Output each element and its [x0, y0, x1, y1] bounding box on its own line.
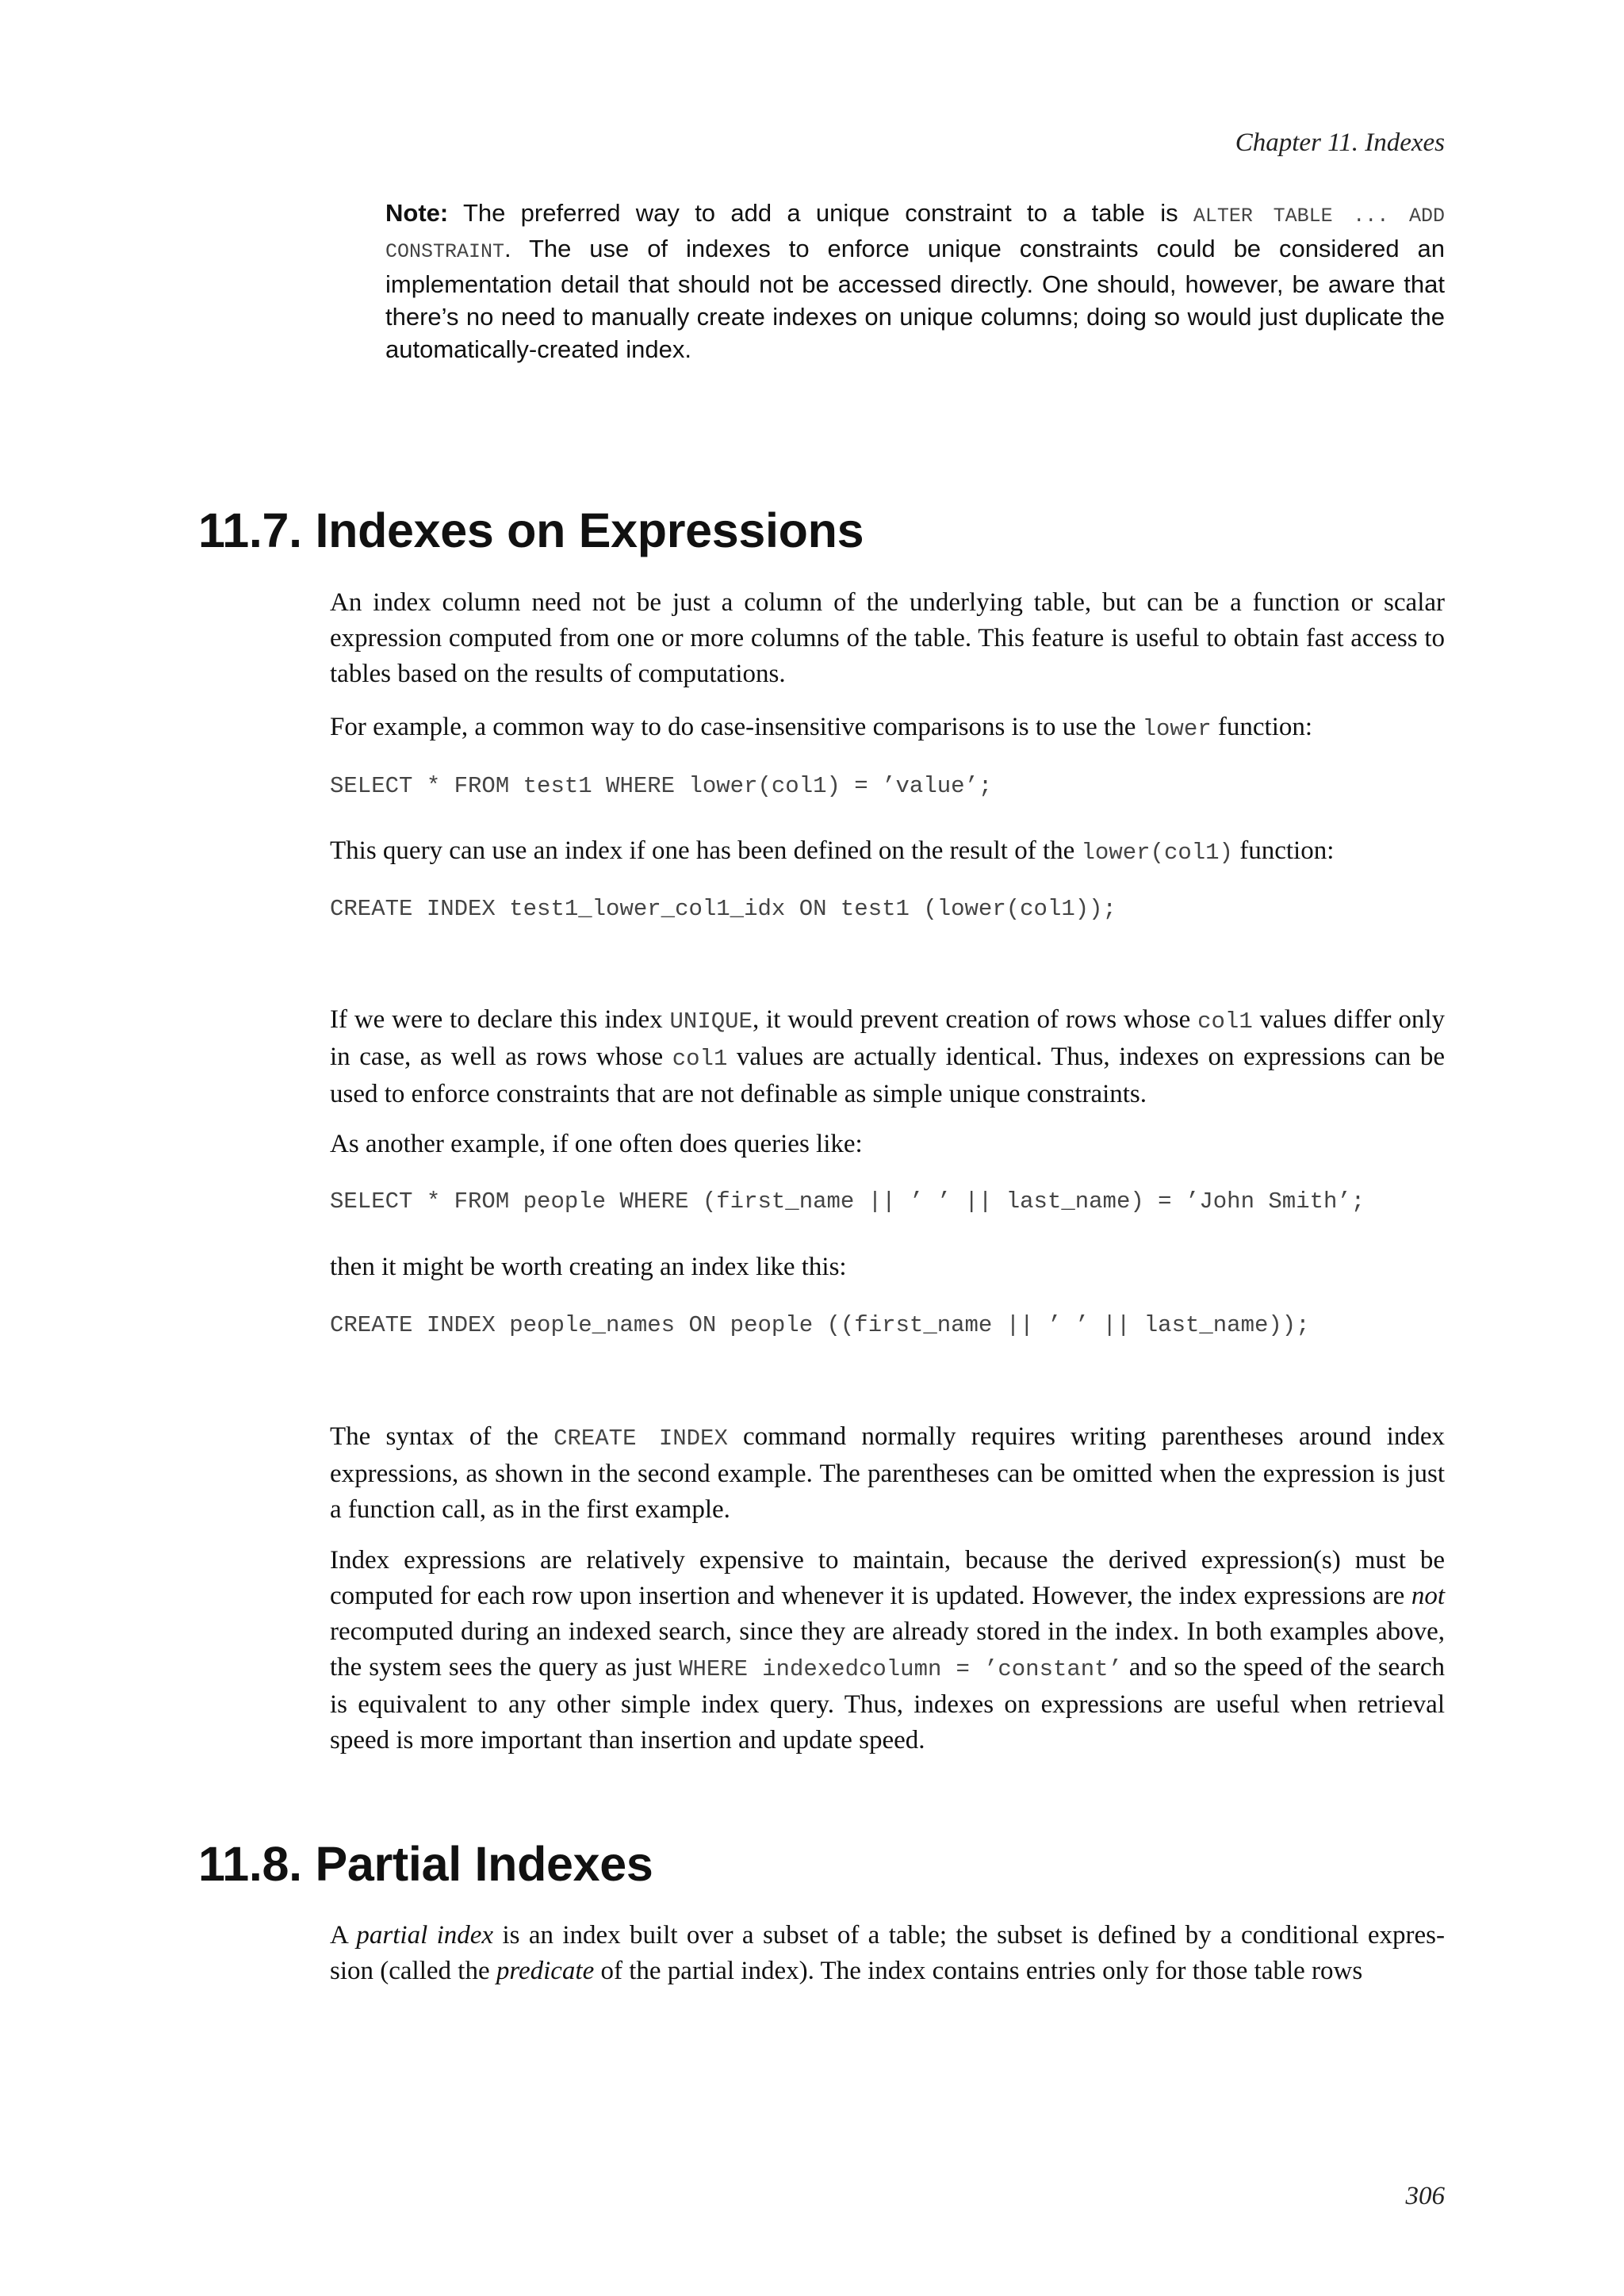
code-listing: CREATE INDEX people_names ON people ((first_name || ’ ’ || last_name)); — [330, 1312, 1310, 1338]
paragraph: As another example, if one often does queries like: — [330, 1130, 863, 1158]
emphasis: not — [1411, 1582, 1445, 1610]
paragraph — [330, 1419, 1445, 1528]
paragraph: An index column need not be just a column of the underlying table, but can be a function or scalar expression computed from one or more columns of the table. This feature is useful to obtain fast access to tables based on the results of computations. — [330, 588, 1445, 688]
code-listing: SELECT * FROM people WHERE (first_name || ’ ’ || last_name) = ’John Smith’; — [330, 1188, 1365, 1215]
text-run: The syntax of the — [330, 1422, 554, 1451]
code-listing: SELECT * FROM test1 WHERE lower(col1) = ’value’; — [330, 773, 993, 799]
running-header: Chapter 11. Indexes — [1235, 128, 1445, 157]
text-run: is an index built over a subset of a table; the subset is defined by a conditional expres- sion (called the — [330, 1921, 1445, 1985]
text-run: function: — [1211, 713, 1313, 741]
note-text: The preferred way to add a unique constraint to a table is — [448, 199, 1193, 227]
text-run: For example, a common way to do case-insensitive comparisons is to use the — [330, 713, 1143, 741]
text-run: If we were to declare this index — [330, 1005, 670, 1034]
paragraph — [330, 833, 1445, 871]
text-run: function: — [1232, 836, 1335, 865]
text-run: values are actually identical. Thus, indexes on expressions can be used to enforce constraints that are not definable as simple unique constraints. — [330, 1043, 1445, 1108]
emphasis: predicate — [496, 1957, 595, 1985]
text-run: recomputed during an indexed search, since they are already stored in the index. In both examples above, the system sees the query as just — [330, 1617, 1445, 1682]
page-number: 306 — [1405, 2182, 1445, 2210]
section-heading-11-8: 11.8. Partial Indexes — [198, 1837, 653, 1891]
inline-code: UNIQUE — [669, 1008, 753, 1035]
code-listing: CREATE INDEX test1_lower_col1_idx ON test1 (lower(col1)); — [330, 896, 1116, 922]
paragraph — [330, 1918, 1445, 1989]
note-code: ALTER TABLE ... ADD CONSTRAINT — [385, 205, 1446, 263]
inline-code: WHERE indexedcolumn = ’constant’ — [679, 1656, 1122, 1682]
paragraph — [330, 1543, 1445, 1758]
text-run: and so the speed of the search is equivalent to any other simple index query. Thus, indexes on expressions are useful when retrieval speed is more important than insertion and update speed. — [330, 1653, 1445, 1755]
inline-code: lower — [1142, 716, 1212, 742]
inline-code: col1 — [672, 1046, 728, 1072]
paragraph: then it might be worth creating an index like this: — [330, 1253, 847, 1281]
text-run: values differ only in case, as well as rows whose — [330, 1005, 1445, 1071]
paragraph — [330, 1002, 1445, 1112]
emphasis: partial index — [356, 1921, 494, 1950]
inline-code: CREATE INDEX — [553, 1425, 728, 1452]
note-box — [385, 197, 1445, 365]
text-run: of the partial index). The index contains entries only for those table rows — [594, 1957, 1363, 1985]
inline-code: lower(col1) — [1081, 840, 1233, 866]
text-run: , it would prevent creation of rows whose — [752, 1005, 1198, 1034]
paragraph — [330, 710, 1445, 747]
text-run: Index expressions are relatively expensive to maintain, because the derived expression(s) must be computed for each row upon insertion and whenever it is updated. However, the index expressions are — [330, 1546, 1445, 1610]
text-run: command normally requires writing parentheses around index expressions, as shown in the second example. The parentheses can be omitted when the expression is just a function call, as in the first example. — [330, 1422, 1445, 1524]
inline-code: col1 — [1197, 1008, 1253, 1035]
text-run: A — [330, 1921, 357, 1950]
text-run: This query can use an index if one has been defined on the result of the — [330, 836, 1082, 865]
section-heading-11-7: 11.7. Indexes on Expressions — [198, 503, 864, 557]
note-label: Note: — [385, 199, 449, 227]
note-text: . The use of indexes to enforce unique constraints could be considered an implementation detail that should not be accessed directly. One should, however, be aware that there’s no need to manually create indexes on unique columns; doing so would just duplicate the automatically-created index. — [385, 235, 1445, 363]
